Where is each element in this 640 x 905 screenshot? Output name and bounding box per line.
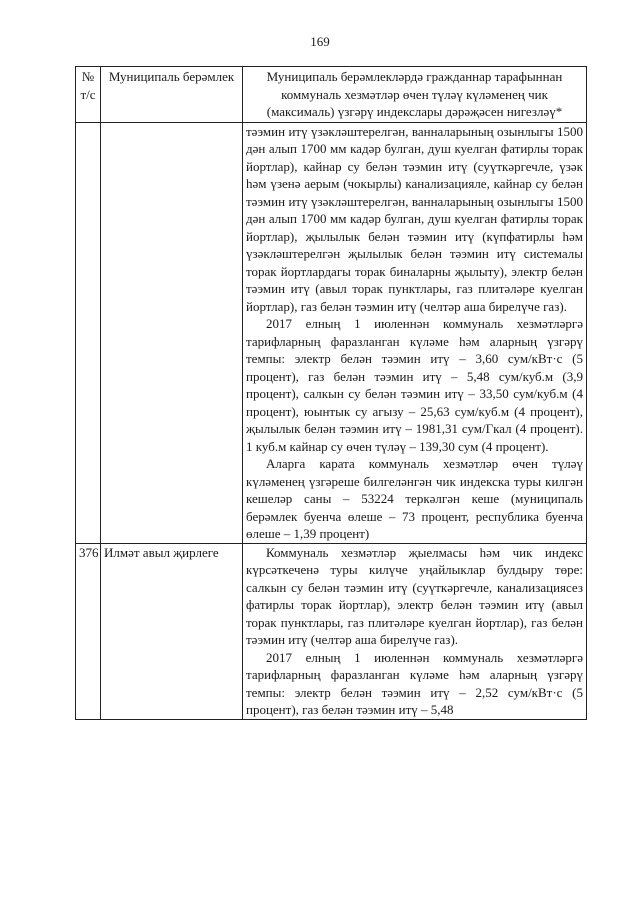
tariff-table [75, 66, 587, 720]
header-number: № т/с [76, 67, 101, 123]
table-header-row [76, 67, 587, 123]
row-municipality [101, 122, 243, 543]
row-municipality: Илмәт авыл җирлеге [101, 543, 243, 719]
header-municipality: Муниципаль берәмлек [101, 67, 243, 123]
description-paragraph: Аларга карата коммуналь хезмәтләр өчен түләү күләменең үзгәреше билгеләнгән чик индекска туры килгән кешеләр саны – 53224 теркәлгән кеше (муниципаль берәмлек буенча өлеше – 73 процент, республика буенча өлеше – 1,39 процент) [246, 456, 583, 541]
description-paragraph: тәэмин итү үзәкләштерелгән, ванналарының озынлыгы 1500 дән алып 1700 мм кадәр булган, душ куелган фатирлы торак йортлар), кайнар су белән тәэмин итү (суүткәргечле, үзәк һәм үзенә аерым (чокырлы) канализацияле, кайнар су белән тәэмин итү үзәкләштерелгән, ванналарының озынлыгы 1500 дән алып 1700 мм кадәр булган, душ куелган фатирлы торак йортлар), җылылык белән тәэмин итү (күпфатирлы һәм үзәкләштерелгән җылылык белән тәэмин итү системалы торак йортлардагы торак биналарны җылыту), электр белән тәэмин итү (авыл торак пунктлары, газ плитәләре куелган йортлар), газ белән тәэмин итү (челтәр аша бирелүче газ). [246, 123, 583, 314]
row-number [76, 122, 101, 543]
description-paragraph: 2017 елның 1 июленнән коммуналь хезмәтләргә тарифларның фаразланган күләме һәм аларның үзгәрү темпы: электр белән тәэмин итү – 3,60 сум/кВт·с (5 процент), газ белән тәэмин итү – 5,48 сум/куб.м (3,9 процент), салкын су белән тәэмин итү – 33,50 сум/куб.м (4 процент), юынтык су агызу – 25,63 сум/куб.м (4 процент), җылылык белән тәэмин итү – 1981,31 сум/Гкал (4 процент). 1 куб.м кайнар су өчен түләү – 139,30 сум (4 процент). [246, 316, 583, 454]
row-number: 376 [76, 543, 101, 719]
table-row [76, 543, 587, 719]
page-number: 169 [310, 34, 330, 49]
description-paragraph: Коммуналь хезмәтләр җыелмасы һәм чик индекс күрсәткеченә туры килүче уңайлыклар булдыру төре: салкын су белән тәэмин итү (суүткәргечле, канализациясез фатирлы торак йортлар), электр белән тәэмин итү (авыл торак пунктлары, газ плитәләре куелган йортлар), газ белән тәэмин итү (челтәр аша бирелүче газ). [246, 544, 583, 647]
table-row [76, 122, 587, 543]
description-paragraph: 2017 елның 1 июленнән коммуналь хезмәтләргә тарифларның фаразланган күләме һәм аларның үзгәрү темпы: электр белән тәэмин итү – 2,52 сум/кВт·с (5 процент), газ белән тәэмин итү – 5,48 [246, 649, 583, 717]
header-description: Муниципаль берәмлекләрдә гражданнар тарафыннан коммуналь хезмәтләр өчен түләү күләменең чик (максималь) үзгәрү индекслары дәрәҗәсен нигезләү* [243, 67, 587, 123]
row-description [243, 543, 587, 719]
row-description [243, 122, 587, 543]
